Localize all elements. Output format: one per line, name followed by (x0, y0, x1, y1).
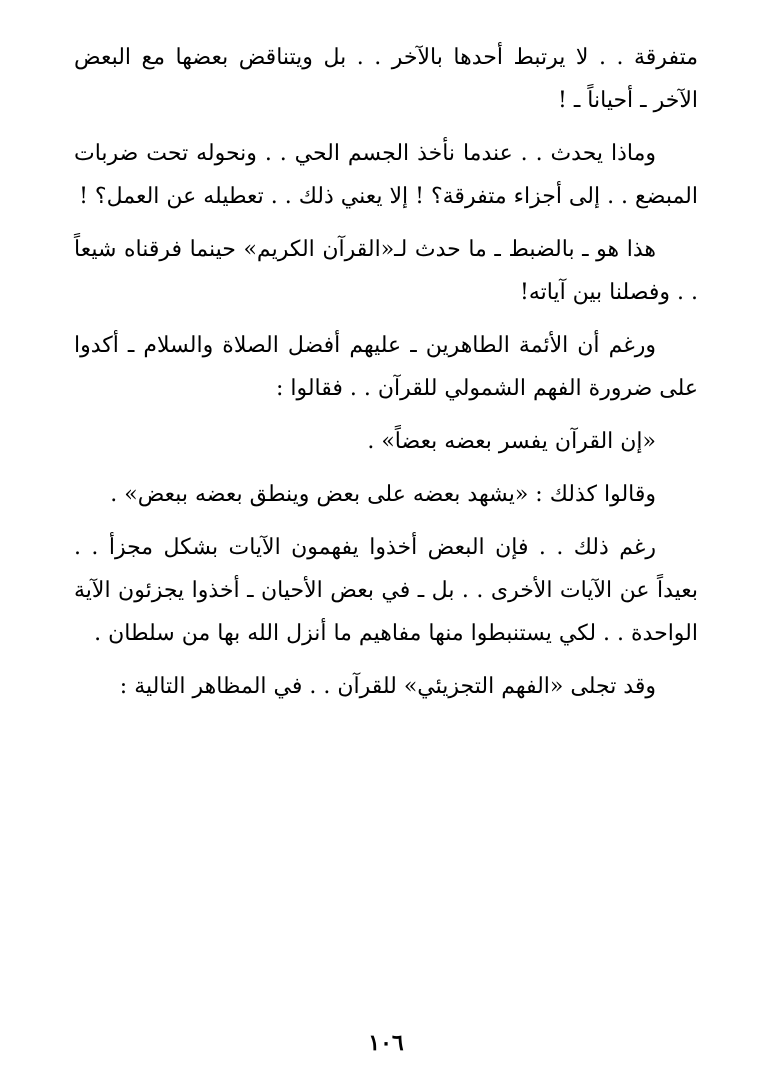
page-number: ١٠٦ (368, 1030, 404, 1056)
paragraph-4: ورغم أن الأئمة الطاهرين ـ عليهم أفضل الصلاة والسلام ـ أكدوا على ضرورة الفهم الشمولي للقرآن . . فقالوا : (74, 333, 698, 401)
paragraph-7: رغم ذلك . . فإن البعض أخذوا يفهمون الآيات بشكل مجزأ . . بعيداً عن الآيات الأخرى . . بل ـ في بعض الأحيان ـ أخذوا يجزئون الآية الواحدة . . لكي يستنبطوا منها مفاهيم ما أنزل الله بها من سلطان . (74, 535, 698, 646)
paragraph-8: وقد تجلى «الفهم التجزيئي» للقرآن . . في المظاهر التالية : (119, 674, 656, 699)
paragraph-2: وماذا يحدث . . عندما نأخذ الجسم الحي . . ونحوله تحت ضربات المبضع . . إلى أجزاء متفرقة؟ ! إلا يعني ذلك . . تعطيله عن العمل؟ ! (74, 141, 698, 209)
paragraph-6: وقالوا كذلك : «يشهد بعضه على بعض وينطق بعضه ببعض» . (110, 482, 656, 507)
paragraph-3: هذا هو ـ بالضبط ـ ما حدث لـ«القرآن الكريم» حينما فرقناه شيعاً . . وفصلنا بين آياته! (74, 237, 698, 305)
quote-1: «إن القرآن يفسر بعضه بعضاً» . (367, 429, 656, 454)
paragraph-1: متفرقة . . لا يرتبط أحدها بالآخر . . بل ويتناقض بعضها مع البعض الآخر ـ أحياناً ـ ! (74, 45, 698, 113)
body-text (74, 36, 698, 718)
